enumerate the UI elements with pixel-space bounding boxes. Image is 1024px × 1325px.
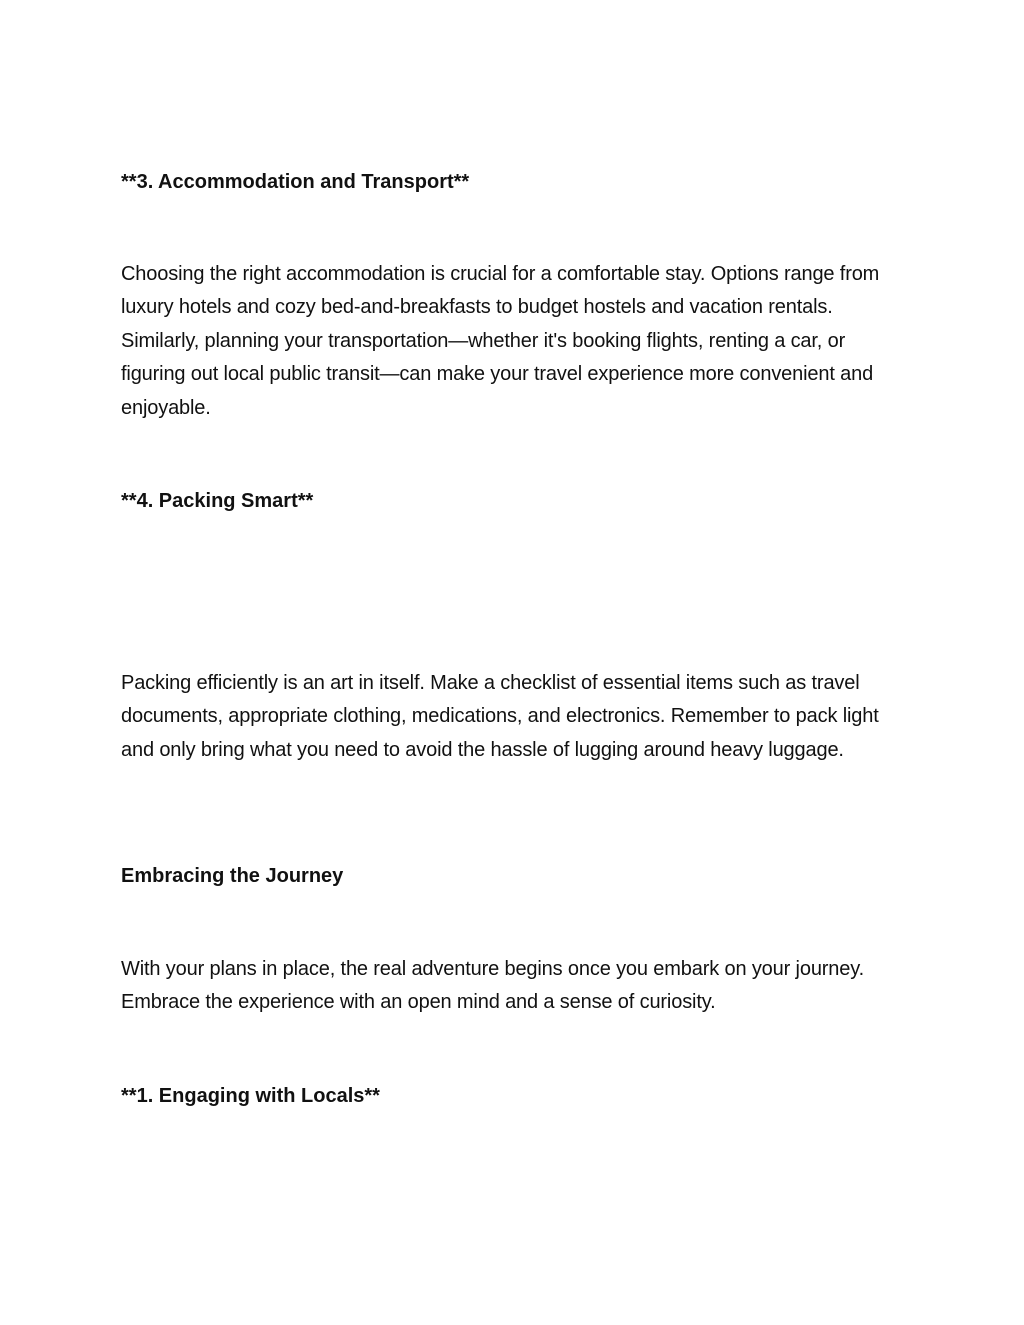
section-heading-packing-smart: **4. Packing Smart** (121, 490, 314, 512)
section-heading-accommodation-transport: **3. Accommodation and Transport** (121, 171, 470, 193)
paragraph-packing-smart: Packing efficiently is an art in itself. Make a checklist of essential items such as travel documents, appropriate clothing, medications, and electronics. Remember to pack light and only bring what you need to avoid the hassle of lugging around heavy luggage. (121, 672, 879, 761)
paragraph-accommodation-transport: Choosing the right accommodation is crucial for a comfortable stay. Options range from luxury hotels and cozy bed-and-breakfasts to budget hostels and vacation rentals. Similarly, planning your transportation—whether it's booking flights, renting a car, or figuring out local public transit—can make your travel experience more convenient and enjoyable. (121, 263, 880, 419)
section-heading-engaging-locals: **1. Engaging with Locals** (121, 1085, 380, 1107)
paragraph-embracing-journey: With your plans in place, the real adventure begins once you embark on your journey. Embrace the experience with an open mind and a sense of curiosity. (121, 958, 865, 1014)
section-heading-embracing-journey: Embracing the Journey (121, 865, 344, 887)
